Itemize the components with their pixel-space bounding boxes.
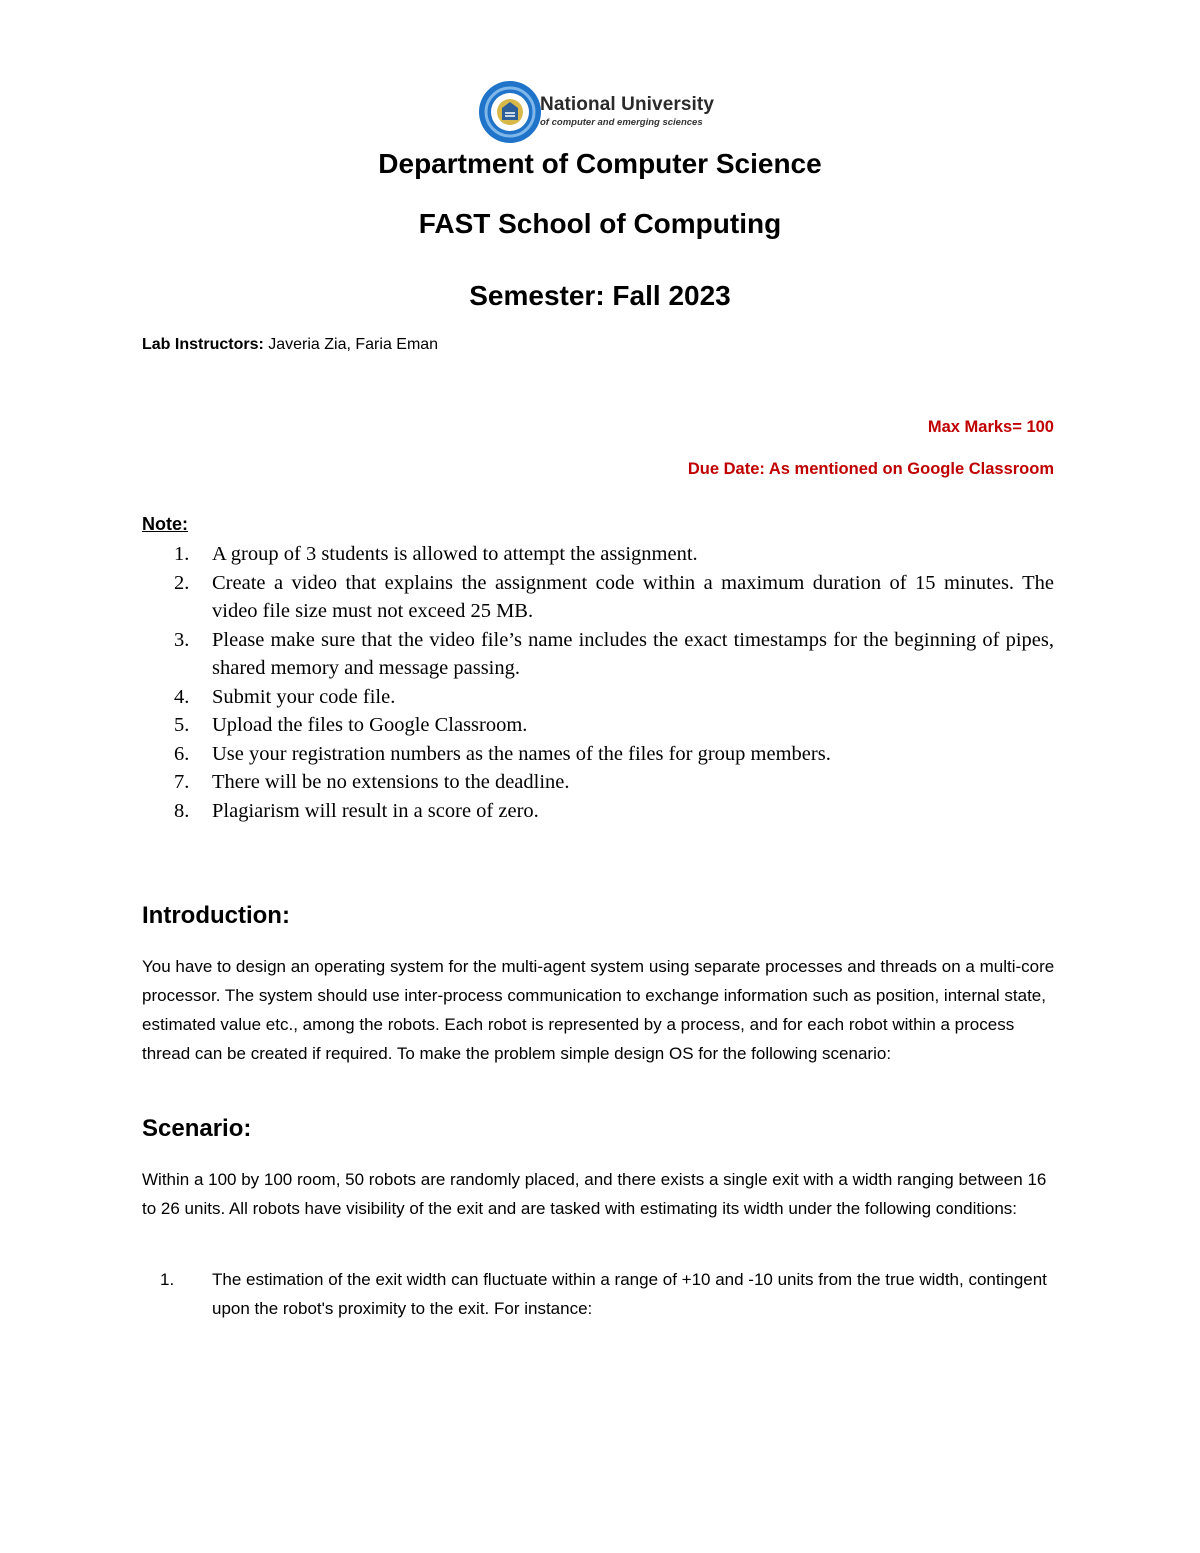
- note-heading: Note:: [142, 514, 188, 534]
- max-marks: Max Marks= 100: [927, 418, 1054, 436]
- scenario-heading: Scenario:: [142, 1115, 252, 1142]
- lab-instructors-names: Javeria Zia, Faria Eman: [263, 336, 439, 353]
- list-item: [142, 711, 1054, 740]
- list-item: [142, 569, 1054, 626]
- list-item-number: 1.: [174, 543, 190, 565]
- department-title: Department of Computer Science: [378, 148, 822, 179]
- list-item-number: 7.: [174, 771, 190, 793]
- list-item-text: Please make sure that the video file’s name includes the exact timestamps for the beginning of pipes, shared memory and message passing.: [212, 628, 1054, 679]
- list-item-number: 8.: [174, 799, 190, 822]
- list-item-number: 5.: [174, 714, 190, 736]
- list-item-text: The estimation of the exit width can fluctuate within a range of +10 and -10 units from the true width, contingent upon the robot's proximity to the exit. For instance:: [212, 1270, 1047, 1318]
- list-item: [142, 768, 1054, 797]
- list-item-number: 6.: [174, 742, 190, 765]
- list-item-text: A group of 3 students is allowed to attempt the assignment.: [212, 543, 698, 565]
- list-item: [142, 797, 1054, 826]
- introduction-heading: Introduction:: [142, 902, 290, 929]
- logo-tagline: of computer and emerging sciences: [540, 117, 703, 128]
- list-item-number: 3.: [174, 628, 190, 651]
- introduction-paragraph: You have to design an operating system for the multi-agent system using separate processes and threads on a multi-core processor. The system should use inter-process communication to exchange information such as position, internal state, estimated value etc., among the robots. Each robot is represented by a process, and for each robot within a process thread can be created if required. To make the problem simple design OS for the following scenario:: [142, 957, 1055, 1063]
- school-title: FAST School of Computing: [418, 208, 782, 239]
- list-item-text: Use your registration numbers as the names of the files for group members.: [212, 742, 831, 765]
- list-item: [142, 740, 1054, 769]
- lab-instructors-label: Lab Instructors:: [142, 336, 264, 353]
- logo-university-name: National University: [540, 94, 715, 115]
- list-item: [142, 1265, 1058, 1323]
- list-item-text: Submit your code file.: [212, 685, 396, 708]
- due-date: Due Date: As mentioned on Google Classroom: [687, 460, 1054, 478]
- list-item-text: Plagiarism will result in a score of zero.: [212, 799, 539, 822]
- university-logo: [478, 80, 718, 144]
- list-item: [142, 683, 1054, 712]
- list-item: [142, 626, 1054, 683]
- scenario-paragraph: Within a 100 by 100 room, 50 robots are randomly placed, and there exists a single exit with a width ranging between 16 to 26 units. All robots have visibility of the exit and are tasked with estimating its width under the following conditions:: [142, 1170, 1047, 1218]
- semester-title: Semester: Fall 2023: [469, 280, 731, 311]
- list-item-text: Create a video that explains the assignment code within a maximum duration of 15 minutes. The video file size must not exceed 25 MB.: [212, 571, 1054, 622]
- list-item-text: There will be no extensions to the deadline.: [212, 771, 570, 793]
- list-item-number: 4.: [174, 685, 190, 708]
- list-item-number: 2.: [174, 571, 190, 594]
- lab-instructors: [142, 336, 438, 354]
- list-item: [142, 540, 1054, 569]
- note-list: [142, 540, 1054, 825]
- list-item-number: 1.: [160, 1270, 175, 1289]
- list-item-text: Upload the files to Google Classroom.: [212, 714, 528, 736]
- scenario-list: [142, 1265, 1058, 1323]
- university-seal-icon: [478, 80, 542, 144]
